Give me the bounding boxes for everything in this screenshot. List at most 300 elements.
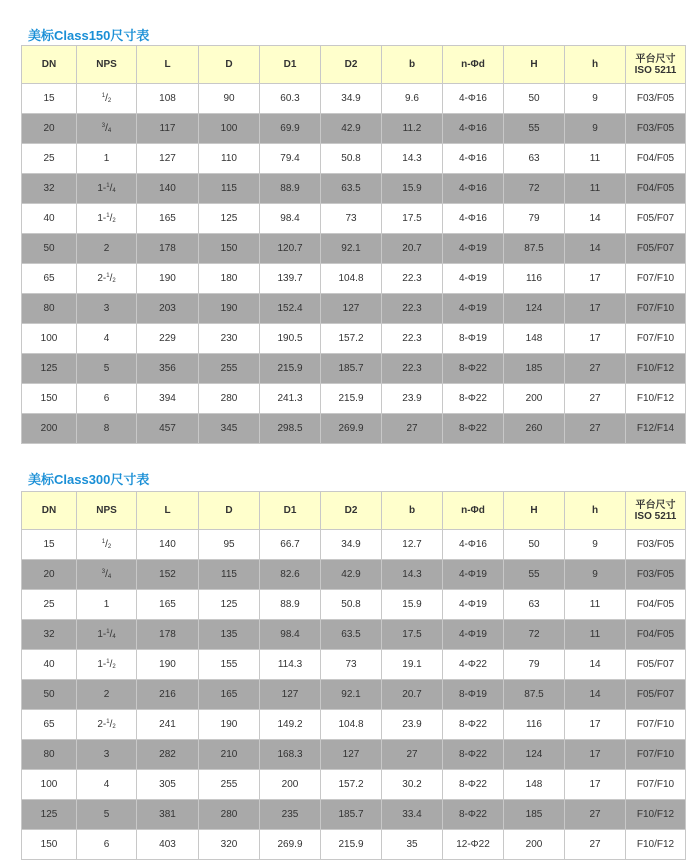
class300-header-row xyxy=(22,492,686,530)
cell-d1: 235 xyxy=(260,800,321,830)
cell-l: 108 xyxy=(137,84,199,114)
cell-h: 27 xyxy=(565,830,626,860)
cell-platform: F04/F05 xyxy=(626,174,686,204)
cell-dn: 80 xyxy=(22,740,77,770)
nps-denominator: 2 xyxy=(112,664,116,670)
cell-b: 11.2 xyxy=(382,114,443,144)
cell-platform: F03/F05 xyxy=(626,84,686,114)
cell-b: 35 xyxy=(382,830,443,860)
table-row xyxy=(22,114,686,144)
header-nphid: n-Φd xyxy=(443,492,504,530)
header-platform xyxy=(626,46,686,84)
cell-d1: 69.9 xyxy=(260,114,321,144)
cell-platform: F07/F10 xyxy=(626,264,686,294)
nps-numerator: 3 xyxy=(101,123,106,129)
cell-d: 190 xyxy=(199,294,260,324)
cell-d1: 66.7 xyxy=(260,530,321,560)
header-d1: D1 xyxy=(260,46,321,84)
cell-platform: F04/F05 xyxy=(626,620,686,650)
cell-d2: 34.9 xyxy=(321,84,382,114)
nps-numerator: 1 xyxy=(101,539,106,545)
cell-h: 17 xyxy=(565,740,626,770)
nps-whole: 5 xyxy=(103,363,110,374)
cell-d2: 92.1 xyxy=(321,234,382,264)
cell-d: 115 xyxy=(199,560,260,590)
cell-b: 12.7 xyxy=(382,530,443,560)
cell-d2: 127 xyxy=(321,740,382,770)
cell-nphid: 8-Φ22 xyxy=(443,710,504,740)
header-b: b xyxy=(382,46,443,84)
cell-h: 9 xyxy=(565,560,626,590)
cell-h: 9 xyxy=(565,84,626,114)
header-d2: D2 xyxy=(321,46,382,84)
cell-l: 203 xyxy=(137,294,199,324)
cell-d1: 60.3 xyxy=(260,84,321,114)
cell-d2: 42.9 xyxy=(321,114,382,144)
cell-d: 125 xyxy=(199,590,260,620)
cell-d2: 157.2 xyxy=(321,770,382,800)
table-row xyxy=(22,560,686,590)
cell-platform: F05/F07 xyxy=(626,204,686,234)
cell-d1: 114.3 xyxy=(260,650,321,680)
cell-platform: F07/F10 xyxy=(626,710,686,740)
nps-whole: 2 xyxy=(103,243,110,254)
nps-whole: 6 xyxy=(103,393,110,404)
nps-whole: 2- xyxy=(97,273,107,284)
table-row xyxy=(22,680,686,710)
cell-h: 260 xyxy=(504,414,565,444)
cell-nps xyxy=(77,84,137,114)
nps-whole: 2 xyxy=(103,689,110,700)
cell-h: 200 xyxy=(504,830,565,860)
nps-whole: 3 xyxy=(103,749,110,760)
cell-dn: 150 xyxy=(22,384,77,414)
header-platform-line1: 平台尺寸 xyxy=(635,53,676,65)
cell-nphid: 12-Φ22 xyxy=(443,830,504,860)
cell-nps xyxy=(77,650,137,680)
cell-d2: 50.8 xyxy=(321,144,382,174)
cell-nps xyxy=(77,354,137,384)
cell-h: 148 xyxy=(504,324,565,354)
header-platform-line2: ISO 5211 xyxy=(634,510,677,522)
class300-body xyxy=(22,530,686,860)
cell-platform: F07/F10 xyxy=(626,770,686,800)
cell-dn: 65 xyxy=(22,710,77,740)
cell-l: 140 xyxy=(137,530,199,560)
cell-nphid: 8-Φ22 xyxy=(443,770,504,800)
cell-platform: F10/F12 xyxy=(626,354,686,384)
cell-platform: F07/F10 xyxy=(626,324,686,354)
nps-fraction-slash: / xyxy=(105,539,108,550)
cell-d: 125 xyxy=(199,204,260,234)
class150-title: 美标Class150尺寸表 xyxy=(28,28,150,43)
cell-nps xyxy=(77,800,137,830)
table-row xyxy=(22,830,686,860)
cell-nphid: 4-Φ19 xyxy=(443,234,504,264)
cell-l: 152 xyxy=(137,560,199,590)
cell-h: 11 xyxy=(565,174,626,204)
cell-l: 229 xyxy=(137,324,199,354)
cell-h: 50 xyxy=(504,530,565,560)
cell-platform: F03/F05 xyxy=(626,530,686,560)
nps-denominator: 2 xyxy=(112,218,116,224)
cell-l: 241 xyxy=(137,710,199,740)
cell-b: 22.3 xyxy=(382,264,443,294)
table-row xyxy=(22,530,686,560)
cell-d2: 50.8 xyxy=(321,590,382,620)
nps-fraction-slash: / xyxy=(105,123,108,134)
cell-nps xyxy=(77,234,137,264)
nps-numerator: 1 xyxy=(106,213,110,219)
cell-l: 117 xyxy=(137,114,199,144)
cell-d2: 34.9 xyxy=(321,530,382,560)
cell-nphid: 4-Φ16 xyxy=(443,530,504,560)
cell-h: 17 xyxy=(565,264,626,294)
cell-h: 185 xyxy=(504,354,565,384)
header-h: h xyxy=(565,492,626,530)
cell-nphid: 8-Φ19 xyxy=(443,680,504,710)
cell-d2: 157.2 xyxy=(321,324,382,354)
table-row xyxy=(22,204,686,234)
cell-d1: 200 xyxy=(260,770,321,800)
cell-platform: F12/F14 xyxy=(626,414,686,444)
cell-h: 17 xyxy=(565,294,626,324)
cell-platform: F03/F05 xyxy=(626,114,686,144)
cell-h: 124 xyxy=(504,294,565,324)
nps-fraction-slash: / xyxy=(109,183,113,194)
header-b: b xyxy=(382,492,443,530)
cell-d2: 127 xyxy=(321,294,382,324)
cell-nps xyxy=(77,590,137,620)
cell-d2: 215.9 xyxy=(321,384,382,414)
cell-d1: 98.4 xyxy=(260,204,321,234)
nps-fraction-slash: / xyxy=(105,93,108,104)
nps-numerator: 1 xyxy=(106,719,110,725)
cell-l: 394 xyxy=(137,384,199,414)
cell-nphid: 8-Φ22 xyxy=(443,740,504,770)
header-row xyxy=(22,492,686,530)
cell-b: 15.9 xyxy=(382,174,443,204)
cell-platform: F04/F05 xyxy=(626,144,686,174)
cell-d: 280 xyxy=(199,800,260,830)
nps-denominator: 4 xyxy=(112,634,116,640)
cell-d1: 269.9 xyxy=(260,830,321,860)
header-platform-line2: ISO 5211 xyxy=(634,64,677,76)
cell-d2: 215.9 xyxy=(321,830,382,860)
cell-nps xyxy=(77,144,137,174)
cell-dn: 100 xyxy=(22,770,77,800)
table-row xyxy=(22,800,686,830)
cell-d2: 185.7 xyxy=(321,800,382,830)
cell-d2: 269.9 xyxy=(321,414,382,444)
cell-nps xyxy=(77,324,137,354)
table-row xyxy=(22,354,686,384)
cell-nps xyxy=(77,710,137,740)
cell-platform: F05/F07 xyxy=(626,650,686,680)
cell-d2: 73 xyxy=(321,650,382,680)
cell-h: 9 xyxy=(565,530,626,560)
cell-b: 17.5 xyxy=(382,620,443,650)
nps-numerator: 1 xyxy=(101,93,106,99)
cell-dn: 32 xyxy=(22,620,77,650)
cell-nphid: 4-Φ16 xyxy=(443,174,504,204)
cell-b: 14.3 xyxy=(382,560,443,590)
class300-table xyxy=(21,491,686,860)
cell-dn: 32 xyxy=(22,174,77,204)
cell-d1: 241.3 xyxy=(260,384,321,414)
header-dn: DN xyxy=(22,46,77,84)
header-d: D xyxy=(199,492,260,530)
header-platform-line1: 平台尺寸 xyxy=(635,499,676,511)
nps-whole: 4 xyxy=(103,333,110,344)
cell-nphid: 8-Φ22 xyxy=(443,414,504,444)
nps-fraction-slash: / xyxy=(109,273,113,284)
cell-dn: 40 xyxy=(22,204,77,234)
cell-nps xyxy=(77,770,137,800)
cell-platform: F10/F12 xyxy=(626,800,686,830)
header-nps: NPS xyxy=(77,492,137,530)
cell-nps xyxy=(77,414,137,444)
cell-l: 282 xyxy=(137,740,199,770)
class300-title: 美标Class300尺寸表 xyxy=(28,472,150,487)
cell-d2: 42.9 xyxy=(321,560,382,590)
header-platform xyxy=(626,492,686,530)
cell-platform: F05/F07 xyxy=(626,680,686,710)
nps-whole: 1 xyxy=(103,599,110,610)
cell-l: 190 xyxy=(137,264,199,294)
cell-d: 210 xyxy=(199,740,260,770)
cell-nps xyxy=(77,174,137,204)
cell-nps xyxy=(77,114,137,144)
nps-numerator: 1 xyxy=(106,273,110,279)
cell-nps xyxy=(77,830,137,860)
cell-nps xyxy=(77,530,137,560)
cell-h: 63 xyxy=(504,144,565,174)
nps-numerator: 3 xyxy=(101,569,106,575)
table-row xyxy=(22,84,686,114)
cell-l: 178 xyxy=(137,620,199,650)
cell-h: 14 xyxy=(565,680,626,710)
cell-h: 14 xyxy=(565,204,626,234)
cell-platform: F10/F12 xyxy=(626,384,686,414)
cell-b: 15.9 xyxy=(382,590,443,620)
cell-platform: F10/F12 xyxy=(626,830,686,860)
nps-denominator: 4 xyxy=(107,128,112,134)
cell-d: 115 xyxy=(199,174,260,204)
cell-nps xyxy=(77,560,137,590)
nps-denominator: 2 xyxy=(112,724,116,730)
table-row xyxy=(22,590,686,620)
class150-body xyxy=(22,84,686,444)
cell-d: 255 xyxy=(199,770,260,800)
cell-d1: 127 xyxy=(260,680,321,710)
header-h: H xyxy=(504,46,565,84)
cell-d: 190 xyxy=(199,710,260,740)
table-row xyxy=(22,384,686,414)
cell-b: 30.2 xyxy=(382,770,443,800)
cell-nphid: 4-Φ16 xyxy=(443,114,504,144)
cell-d: 230 xyxy=(199,324,260,354)
cell-h: 11 xyxy=(565,620,626,650)
cell-d1: 79.4 xyxy=(260,144,321,174)
nps-fraction-slash: / xyxy=(109,659,113,670)
cell-d: 255 xyxy=(199,354,260,384)
cell-dn: 20 xyxy=(22,560,77,590)
header-l: L xyxy=(137,46,199,84)
cell-dn: 50 xyxy=(22,234,77,264)
table-row xyxy=(22,324,686,354)
cell-l: 165 xyxy=(137,204,199,234)
cell-d1: 88.9 xyxy=(260,590,321,620)
cell-dn: 40 xyxy=(22,650,77,680)
cell-d: 135 xyxy=(199,620,260,650)
cell-b: 20.7 xyxy=(382,680,443,710)
cell-h: 11 xyxy=(565,144,626,174)
cell-d2: 63.5 xyxy=(321,174,382,204)
cell-d: 150 xyxy=(199,234,260,264)
cell-l: 190 xyxy=(137,650,199,680)
cell-d: 90 xyxy=(199,84,260,114)
cell-h: 9 xyxy=(565,114,626,144)
cell-h: 17 xyxy=(565,770,626,800)
cell-h: 11 xyxy=(565,590,626,620)
cell-platform: F03/F05 xyxy=(626,560,686,590)
cell-h: 14 xyxy=(565,650,626,680)
cell-nps xyxy=(77,680,137,710)
nps-whole: 6 xyxy=(103,839,110,850)
cell-d1: 88.9 xyxy=(260,174,321,204)
cell-h: 14 xyxy=(565,234,626,264)
cell-d: 320 xyxy=(199,830,260,860)
cell-d1: 120.7 xyxy=(260,234,321,264)
cell-b: 22.3 xyxy=(382,354,443,384)
cell-d: 100 xyxy=(199,114,260,144)
cell-b: 22.3 xyxy=(382,294,443,324)
nps-whole: 4 xyxy=(103,779,110,790)
cell-b: 23.9 xyxy=(382,710,443,740)
nps-whole: 3 xyxy=(103,303,110,314)
cell-l: 127 xyxy=(137,144,199,174)
cell-h: 116 xyxy=(504,710,565,740)
cell-d1: 98.4 xyxy=(260,620,321,650)
nps-fraction-slash: / xyxy=(109,213,113,224)
header-h: H xyxy=(504,492,565,530)
cell-d1: 298.5 xyxy=(260,414,321,444)
cell-nps xyxy=(77,620,137,650)
cell-dn: 25 xyxy=(22,144,77,174)
header-dn: DN xyxy=(22,492,77,530)
nps-denominator: 2 xyxy=(107,544,112,550)
cell-d2: 73 xyxy=(321,204,382,234)
cell-h: 63 xyxy=(504,590,565,620)
nps-denominator: 2 xyxy=(107,98,112,104)
cell-d2: 104.8 xyxy=(321,710,382,740)
cell-h: 55 xyxy=(504,114,565,144)
cell-b: 17.5 xyxy=(382,204,443,234)
nps-whole: 1- xyxy=(97,183,107,194)
cell-nphid: 4-Φ16 xyxy=(443,84,504,114)
class150-header-row xyxy=(22,46,686,84)
table-row xyxy=(22,620,686,650)
cell-h: 79 xyxy=(504,650,565,680)
nps-numerator: 1 xyxy=(106,183,110,189)
cell-d: 95 xyxy=(199,530,260,560)
table-row xyxy=(22,770,686,800)
cell-d2: 104.8 xyxy=(321,264,382,294)
cell-h: 72 xyxy=(504,620,565,650)
cell-dn: 20 xyxy=(22,114,77,144)
cell-h: 27 xyxy=(565,800,626,830)
cell-d1: 152.4 xyxy=(260,294,321,324)
cell-platform: F04/F05 xyxy=(626,590,686,620)
cell-l: 457 xyxy=(137,414,199,444)
cell-nps xyxy=(77,740,137,770)
nps-denominator: 4 xyxy=(112,188,116,194)
cell-nps xyxy=(77,384,137,414)
table-row xyxy=(22,234,686,264)
cell-b: 19.1 xyxy=(382,650,443,680)
table-row xyxy=(22,264,686,294)
table-row xyxy=(22,144,686,174)
cell-dn: 50 xyxy=(22,680,77,710)
cell-d1: 149.2 xyxy=(260,710,321,740)
cell-l: 216 xyxy=(137,680,199,710)
cell-h: 17 xyxy=(565,324,626,354)
cell-d: 345 xyxy=(199,414,260,444)
cell-nphid: 8-Φ22 xyxy=(443,384,504,414)
header-h: h xyxy=(565,46,626,84)
cell-d: 165 xyxy=(199,680,260,710)
nps-whole: 1- xyxy=(97,213,107,224)
cell-platform: F05/F07 xyxy=(626,234,686,264)
cell-nphid: 4-Φ19 xyxy=(443,590,504,620)
nps-fraction-slash: / xyxy=(105,569,108,580)
cell-nps xyxy=(77,264,137,294)
table-row xyxy=(22,740,686,770)
cell-dn: 125 xyxy=(22,800,77,830)
cell-h: 87.5 xyxy=(504,234,565,264)
cell-h: 27 xyxy=(565,414,626,444)
cell-nps xyxy=(77,294,137,324)
cell-nphid: 4-Φ16 xyxy=(443,144,504,174)
cell-h: 148 xyxy=(504,770,565,800)
cell-nphid: 4-Φ22 xyxy=(443,650,504,680)
cell-d2: 185.7 xyxy=(321,354,382,384)
nps-whole: 8 xyxy=(103,423,110,434)
cell-nphid: 8-Φ22 xyxy=(443,354,504,384)
cell-h: 87.5 xyxy=(504,680,565,710)
nps-numerator: 1 xyxy=(106,629,110,635)
nps-whole: 1 xyxy=(103,153,110,164)
cell-nphid: 4-Φ19 xyxy=(443,294,504,324)
nps-whole: 5 xyxy=(103,809,110,820)
cell-h: 27 xyxy=(565,354,626,384)
cell-d1: 215.9 xyxy=(260,354,321,384)
table-row xyxy=(22,414,686,444)
cell-nphid: 8-Φ22 xyxy=(443,800,504,830)
cell-b: 27 xyxy=(382,740,443,770)
cell-h: 55 xyxy=(504,560,565,590)
cell-b: 23.9 xyxy=(382,384,443,414)
cell-dn: 200 xyxy=(22,414,77,444)
cell-b: 14.3 xyxy=(382,144,443,174)
cell-d1: 168.3 xyxy=(260,740,321,770)
cell-b: 22.3 xyxy=(382,324,443,354)
header-row xyxy=(22,46,686,84)
cell-d: 180 xyxy=(199,264,260,294)
header-nphid: n-Φd xyxy=(443,46,504,84)
cell-h: 185 xyxy=(504,800,565,830)
